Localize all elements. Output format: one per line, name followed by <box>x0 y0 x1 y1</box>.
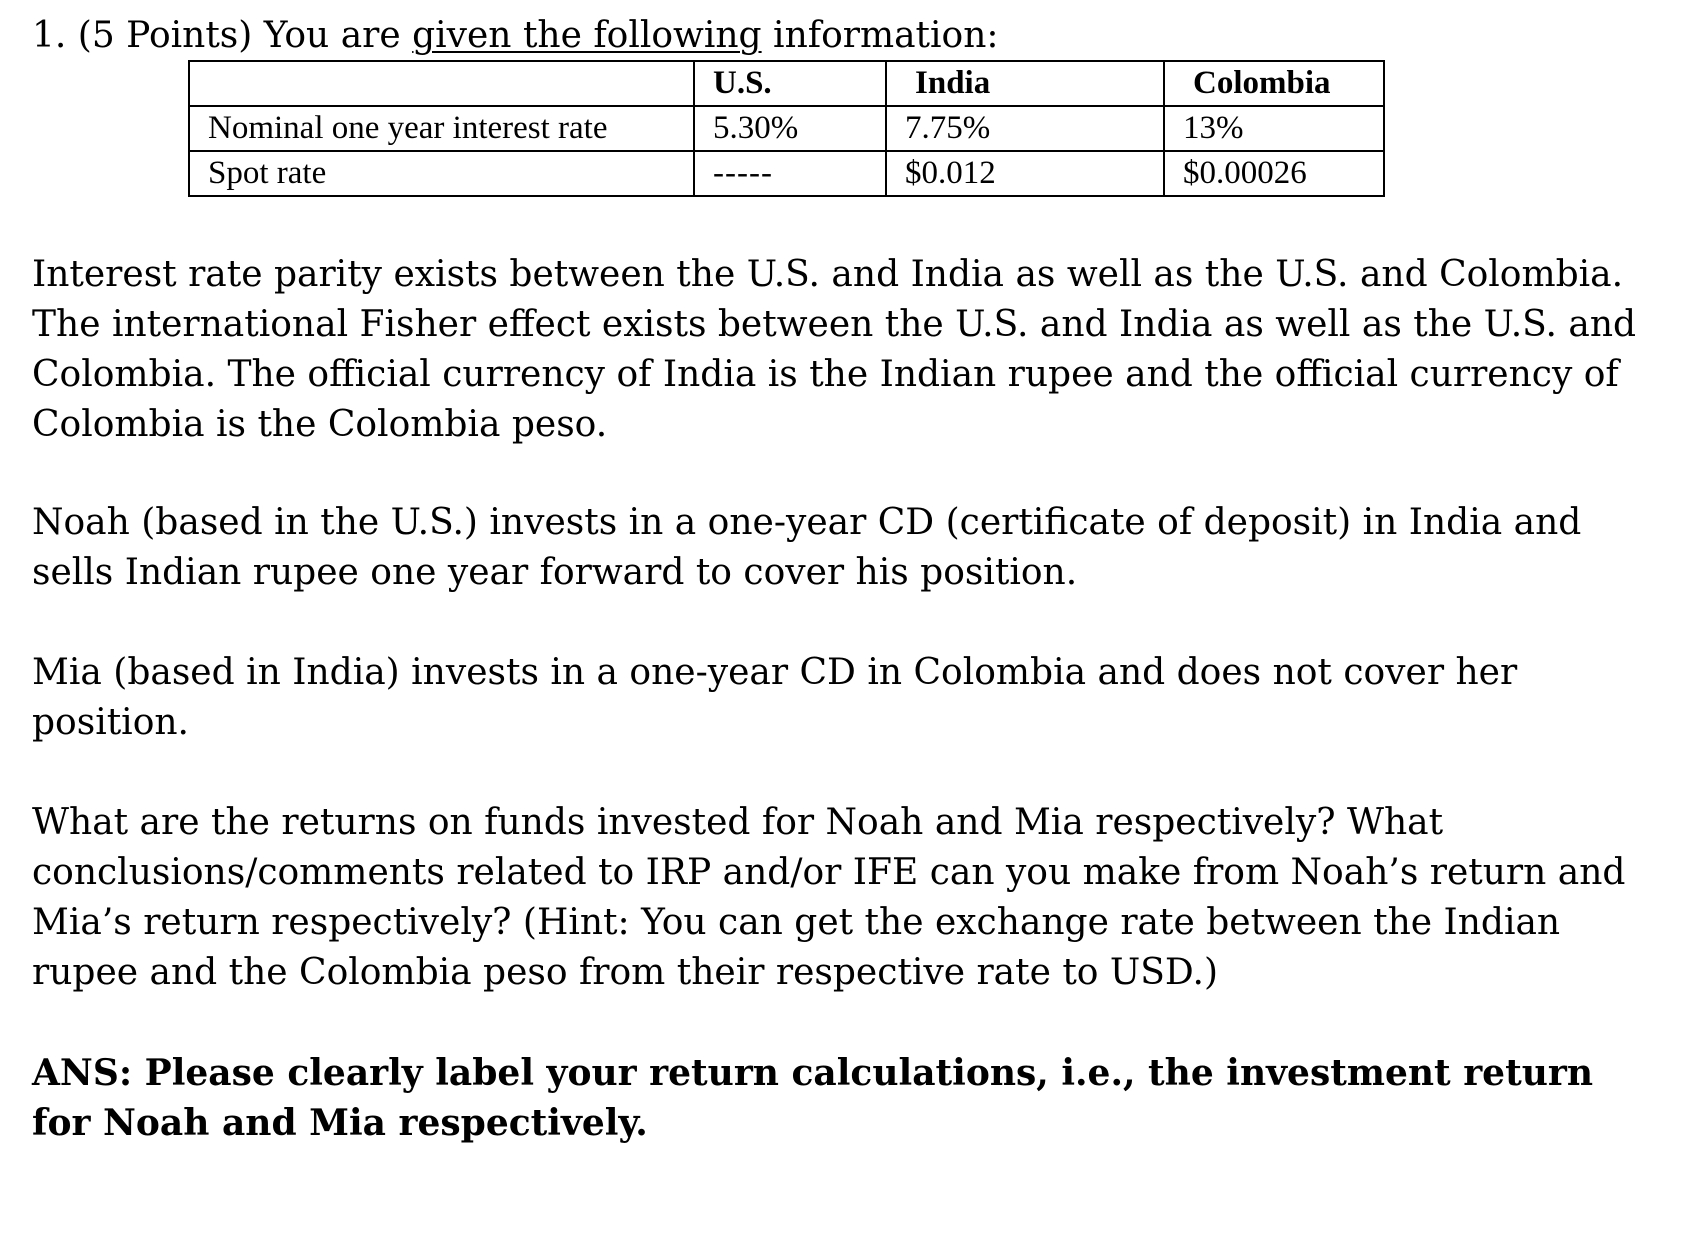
heading-prefix: 1. (5 Points) You are <box>32 15 413 56</box>
question-page <box>32 14 1652 1144</box>
cell-india-spot-rate: $0.012 <box>886 151 1164 196</box>
paragraph-parity: Interest rate parity exists between the U.S. and India as well as the U.S. and Colombia. The international Fisher effect exists between the U.S. and India as well as the U.S. and Colombia. The official currency of India is the Indian rupee and the official currency of Colombia is the Colombia peso. <box>32 254 1637 445</box>
rates-table <box>188 60 1385 197</box>
table-row <box>189 151 1384 196</box>
paragraph-noah: Noah (based in the U.S.) invests in a one-year CD (certificate of deposit) in India and sells Indian rupee one year forward to cover his position. <box>32 502 1582 593</box>
paragraph-mia: Mia (based in India) invests in a one-year CD in Colombia and does not cover her position. <box>32 652 1518 743</box>
table-header-row <box>189 61 1384 106</box>
paragraph-question: What are the returns on funds invested for Noah and Mia respectively? What conclusions/comments related to IRP and/or IFE can you make from Noah’s return and Mia’s return respectively? (Hint: You can get the exchange rate between the Indian rupee and the Colombia peso from their respective rate to USD.) <box>32 802 1626 993</box>
question-heading <box>32 14 1652 58</box>
heading-underlined-text: given the following <box>412 15 762 56</box>
heading-suffix: information: <box>761 15 999 56</box>
row-label-interest-rate: Nominal one year interest rate <box>189 106 694 151</box>
table-header-us: U.S. <box>694 61 886 106</box>
cell-us-interest-rate: 5.30% <box>694 106 886 151</box>
table-row <box>189 106 1384 151</box>
paragraph-answer-instructions: ANS: Please clearly label your return calculations, i.e., the investment return for Noah and Mia respectively. <box>32 1052 1594 1144</box>
cell-colombia-spot-rate: $0.00026 <box>1164 151 1384 196</box>
table-header-colombia: Colombia <box>1164 61 1384 106</box>
table-header-blank <box>189 61 694 106</box>
cell-us-spot-rate: ----- <box>694 151 886 196</box>
row-label-spot-rate: Spot rate <box>189 151 694 196</box>
cell-colombia-interest-rate: 13% <box>1164 106 1384 151</box>
cell-india-interest-rate: 7.75% <box>886 106 1164 151</box>
table-header-india: India <box>886 61 1164 106</box>
